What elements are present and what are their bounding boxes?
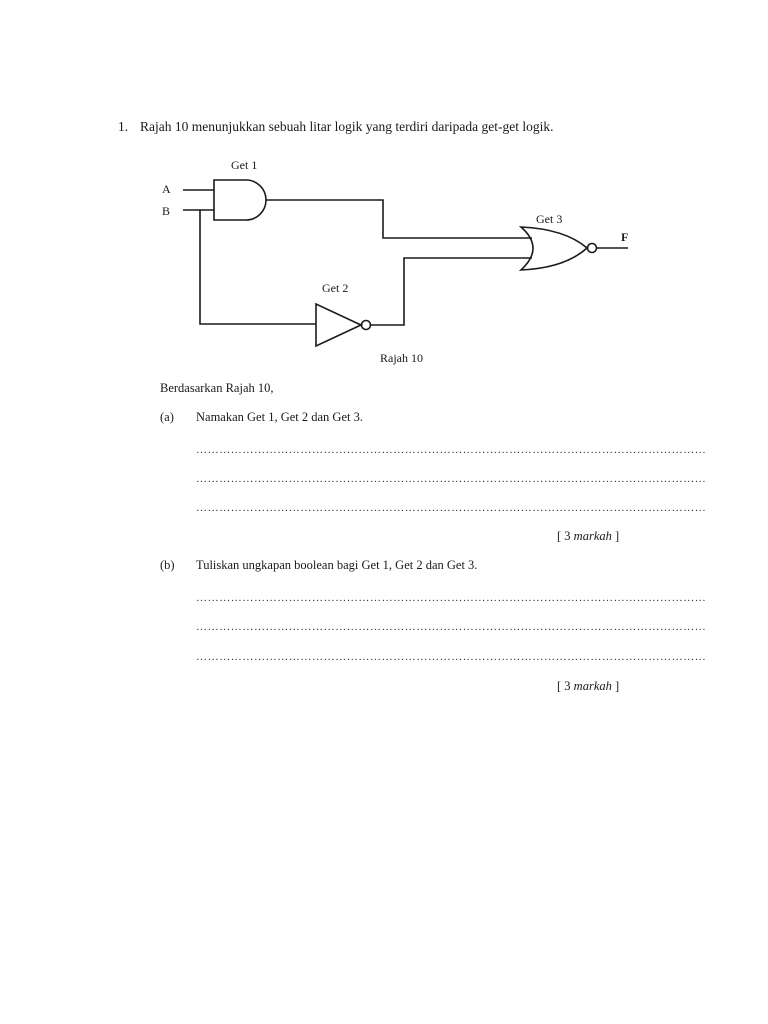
output-f-label: F xyxy=(621,230,629,244)
part-a-label: (a) xyxy=(160,410,174,424)
answer-line[interactable]: …………………………………………………………………………………………………………………… xyxy=(196,651,707,663)
input-a-label: A xyxy=(162,182,171,196)
and-gate-shape xyxy=(214,180,266,220)
not-gate-shape xyxy=(316,304,361,346)
question-number: 1. xyxy=(118,119,129,134)
diagram-caption: Rajah 10 xyxy=(380,351,423,365)
marks-open: [ 3 xyxy=(557,679,571,693)
answer-line[interactable]: …………………………………………………………………………………………………………………… xyxy=(196,592,707,604)
marks-open: [ 3 xyxy=(557,529,571,543)
answer-line[interactable]: …………………………………………………………………………………………………………………… xyxy=(196,444,707,456)
input-b-label: B xyxy=(162,204,171,218)
marks-close: ] xyxy=(615,679,620,693)
gate3-label: Get 3 xyxy=(536,212,563,226)
question-text: Rajah 10 menunjukkan sebuah litar logik yang terdiri daripada get-get logik. xyxy=(140,119,554,134)
intro-text: Berdasarkan Rajah 10, xyxy=(160,381,274,395)
part-b-text: Tuliskan ungkapan boolean bagi Get 1, Get 2 dan Get 3. xyxy=(196,558,478,572)
marks-word: markah xyxy=(573,679,612,693)
marks-word: markah xyxy=(573,529,612,543)
nor-gate-bubble xyxy=(588,244,597,253)
marks-close: ] xyxy=(615,529,620,543)
nor-gate-shape xyxy=(521,227,587,270)
gate2-label: Get 2 xyxy=(322,281,349,295)
answer-line[interactable]: …………………………………………………………………………………………………………………… xyxy=(196,502,707,514)
part-a-text: Namakan Get 1, Get 2 dan Get 3. xyxy=(196,410,363,424)
wire-b-to-gate2 xyxy=(200,210,316,324)
part-a-marks xyxy=(557,529,619,544)
part-b-marks xyxy=(557,679,619,694)
answer-line[interactable]: …………………………………………………………………………………………………………………… xyxy=(196,621,707,633)
part-b-label: (b) xyxy=(160,558,175,572)
wire-gate2-to-gate3 xyxy=(371,258,532,325)
wire-gate1-to-gate3 xyxy=(266,200,532,238)
logic-circuit-diagram xyxy=(0,0,768,400)
gate1-label: Get 1 xyxy=(231,158,258,172)
answer-line[interactable]: …………………………………………………………………………………………………………………… xyxy=(196,473,707,485)
